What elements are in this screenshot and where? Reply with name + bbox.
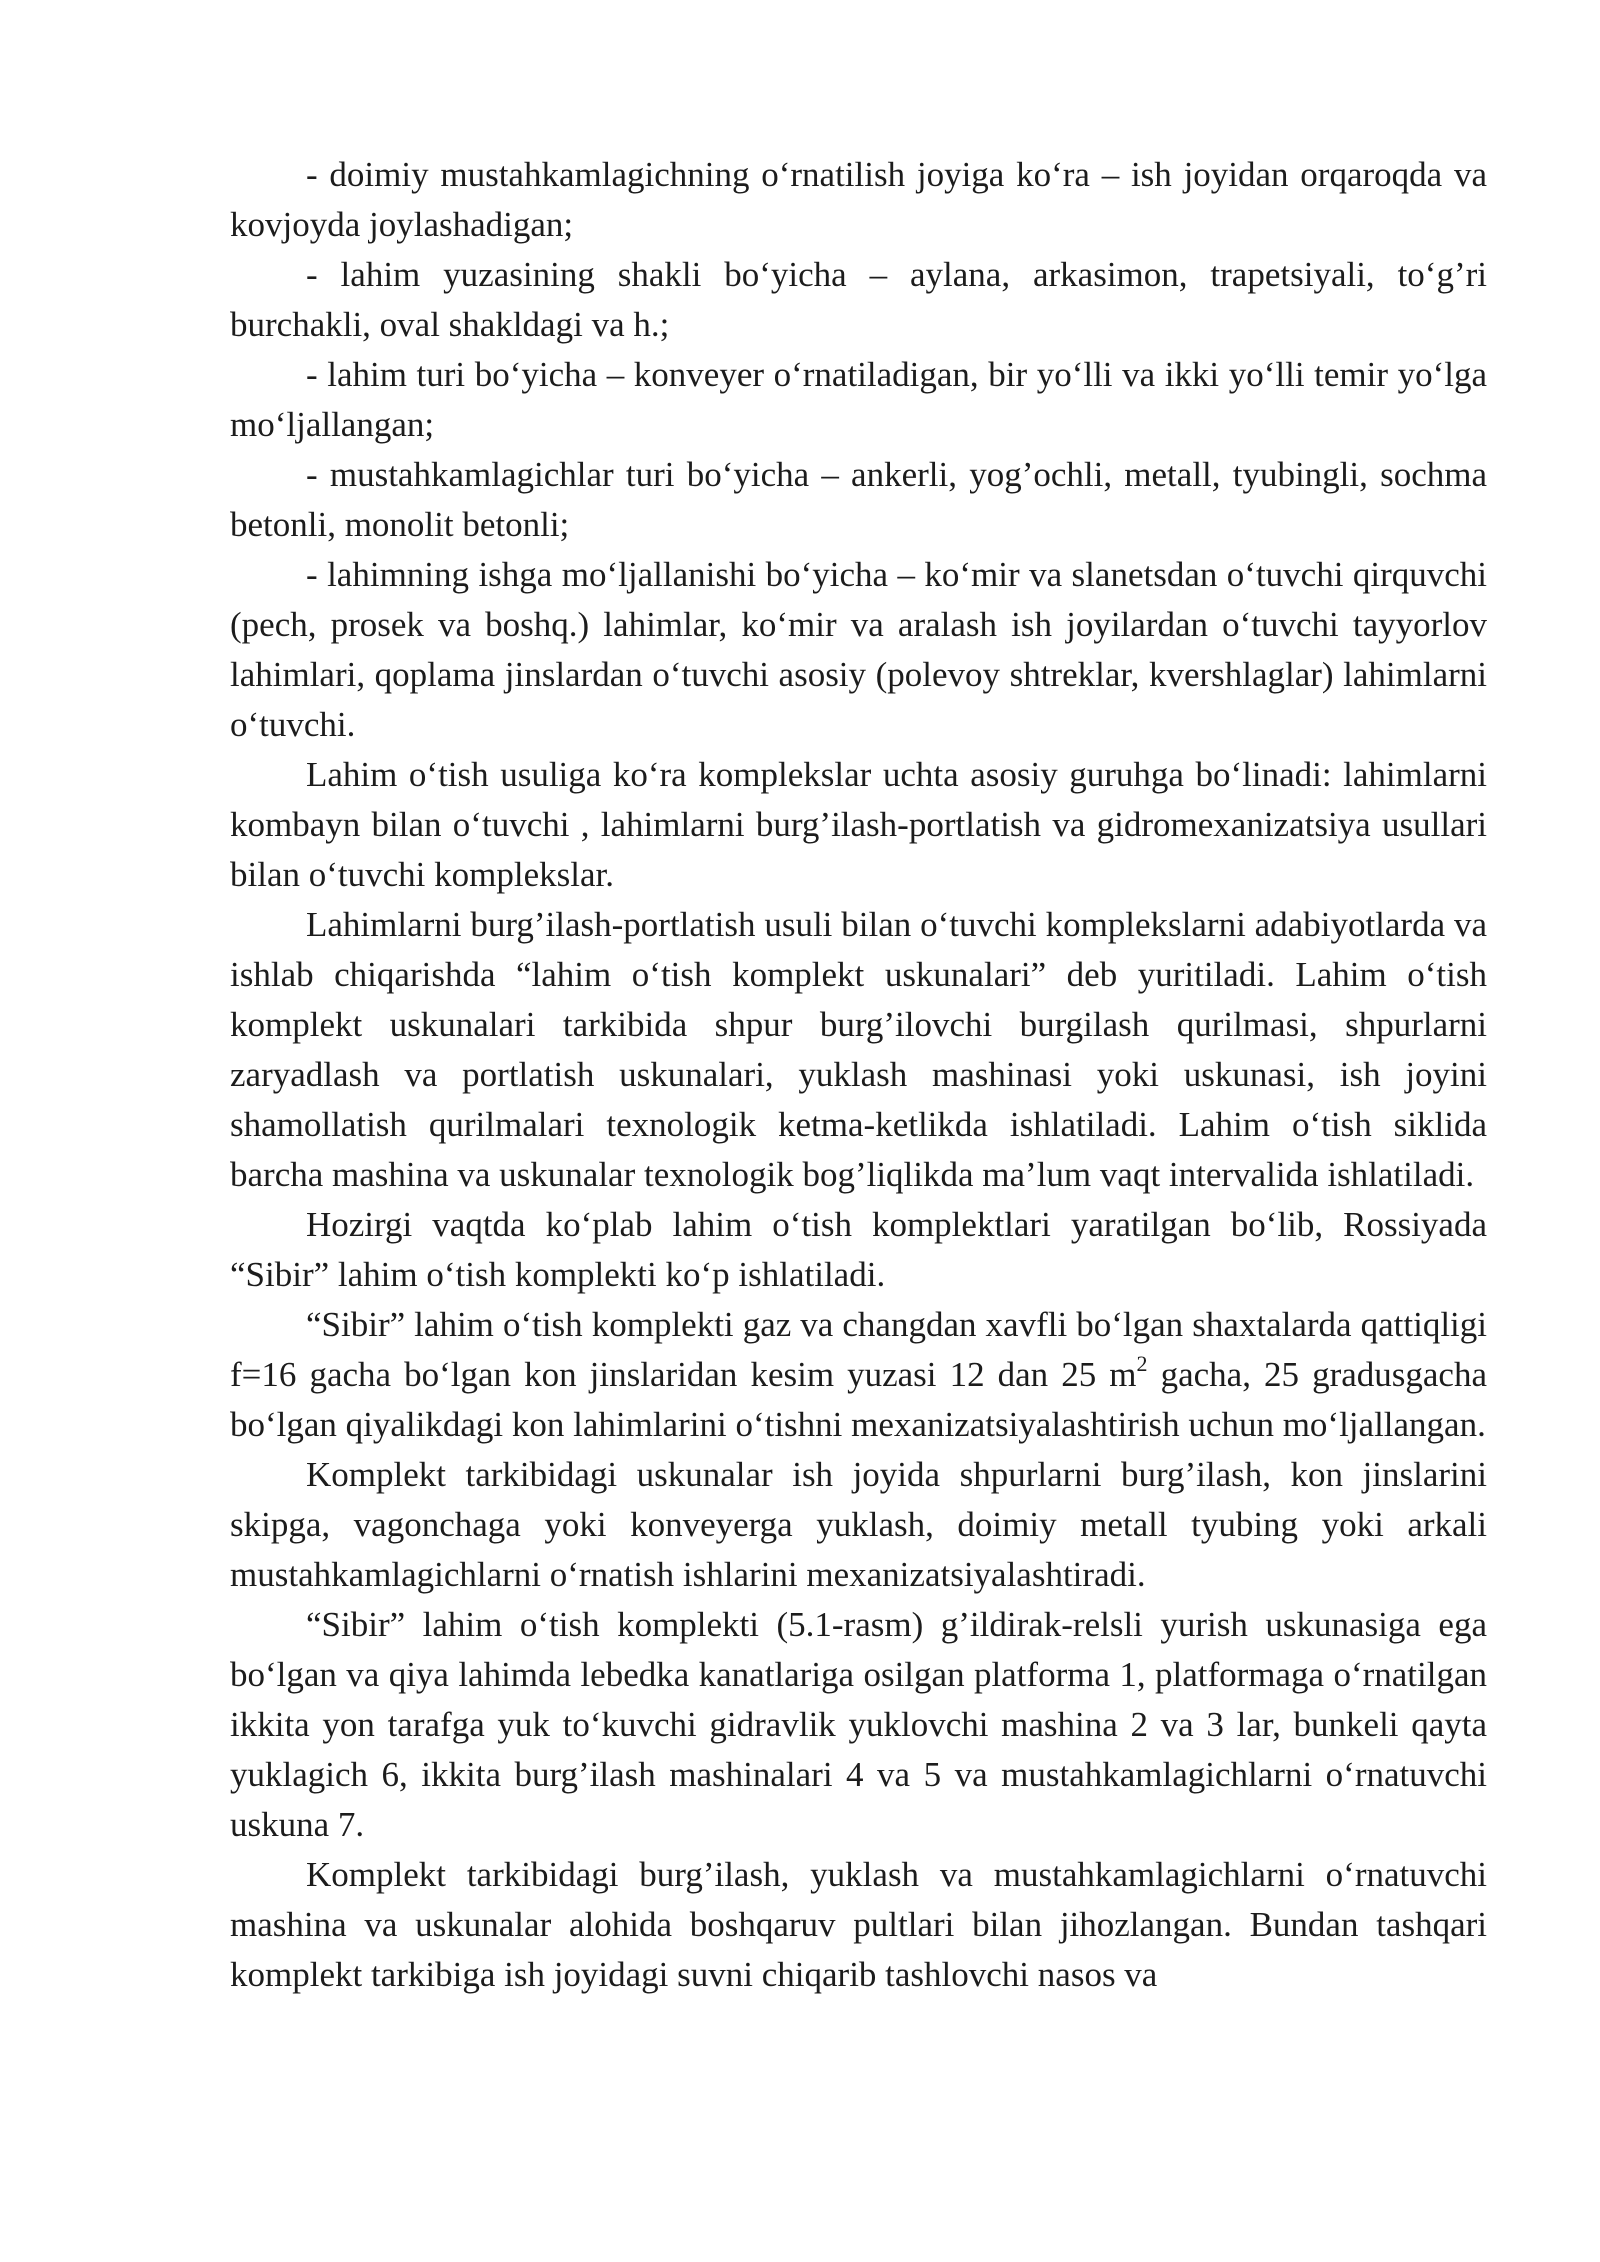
paragraph-sibir-purpose bbox=[230, 1300, 1487, 1450]
paragraph-text: “Sibir” lahim o‘tish komplekti gaz va changdan xavfli bo‘lgan shaxtalarda qattiqligi f=16 gacha bo‘lgan kon jinslaridan kesim yuzasi 12 dan 25 m bbox=[230, 1305, 1487, 1394]
paragraph-equipment-functions: Komplekt tarkibidagi uskunalar ish joyida shpurlarni burg’ilash, kon jinslarini skipga, vagonchaga yoki konveyerga yuklash, doimiy metall tyubing yoki arkali mustahkamlagichlarni o‘rnatish ishlarini mexanizatsiyalashtiradi. bbox=[230, 1455, 1487, 1594]
list-item: - doimiy mustahkamlagichning o‘rnatilish joyiga ko‘ra – ish joyidan orqaroqda va kovjoyda joylashadigan; bbox=[230, 155, 1487, 244]
document-page bbox=[230, 150, 1487, 2220]
paragraph-drill-blast-method: Lahimlarni burg’ilash-portlatish usuli bilan o‘tuvchi komplekslarni adabiyotlarda va ishlab chiqarishda “lahim o‘tish komplekt uskunalari” deb yuritiladi. Lahim o‘tish komplekt uskunalari tarkibida shpur burg’ilovchi burgilash qurilmasi, shpurlarni zaryadlash va portlatish uskunalari, yuklash mashinasi yoki uskunasi, ish joyini shamollatish qurilmalari texnologik ketma-ketlikda ishlatiladi. Lahim o‘tish siklida barcha mashina va uskunalar texnologik bog’liqlikda ma’lum vaqt intervalida ishlatiladi. bbox=[230, 905, 1487, 1194]
paragraph-sibir-in-russia: Hozirgi vaqtda ko‘plab lahim o‘tish komplektlari yaratilgan bo‘lib, Rossiyada “Sibir” lahim o‘tish komplekti ko‘p ishlatiladi. bbox=[230, 1205, 1487, 1294]
paragraph-text: gacha, 25 gradusgacha bo‘lgan qiyalikdagi kon lahimlarini o‘tishni mexanizatsiyalashtirish uchun mo‘ljallangan. bbox=[230, 1355, 1487, 1444]
list-item: - lahim turi bo‘yicha – konveyer o‘rnatiladigan, bir yo‘lli va ikki yo‘lli temir yo‘lga mo‘ljallangan; bbox=[230, 355, 1487, 444]
paragraph-control-panels: Komplekt tarkibidagi burg’ilash, yuklash va mustahkamlagichlarni o‘rnatuvchi mashina va uskunalar alohida boshqaruv pultlari bilan jihozlangan. Bundan tashqari komplekt tarkibiga ish joyidagi suvni chiqarib tashlovchi nasos va bbox=[230, 1855, 1487, 1994]
superscript: 2 bbox=[1136, 1351, 1148, 1377]
list-item: - lahim yuzasining shakli bo‘yicha – aylana, arkasimon, trapetsiyali, to‘g’ri burchakli, oval shakldagi va h.; bbox=[230, 255, 1487, 344]
paragraph-sibir-structure: “Sibir” lahim o‘tish komplekti (5.1-rasm) g’ildirak-relsli yurish uskunasiga ega bo‘lgan va qiya lahimda lebedka kanatlariga osilgan platforma 1, platformaga o‘rnatilgan ikkita yon tarafga yuk to‘kuvchi gidravlik yuklovchi mashina 2 va 3 lar, bunkeli qayta yuklagich 6, ikkita burg’ilash mashinalari 4 va 5 va mustahkamlagichlarni o‘rnatuvchi uskuna 7. bbox=[230, 1605, 1487, 1844]
paragraph-complex-groups: Lahim o‘tish usuliga ko‘ra komplekslar uchta asosiy guruhga bo‘linadi: lahimlarni kombayn bilan o‘tuvchi , lahimlarni burg’ilash-portlatish va gidromexanizatsiya usullari bilan o‘tuvchi komplekslar. bbox=[230, 755, 1487, 894]
list-item: - mustahkamlagichlar turi bo‘yicha – ankerli, yog’ochli, metall, tyubingli, sochma betonli, monolit betonli; bbox=[230, 455, 1487, 544]
list-item: - lahimning ishga mo‘ljallanishi bo‘yicha – ko‘mir va slanetsdan o‘tuvchi qirquvchi (pech, prosek va boshq.) lahimlar, ko‘mir va aralash ish joyilardan o‘tuvchi tayyorlov lahimlari, qoplama jinslardan o‘tuvchi asosiy (polevoy shtreklar, kvershlaglar) lahimlarni o‘tuvchi. bbox=[230, 555, 1487, 744]
